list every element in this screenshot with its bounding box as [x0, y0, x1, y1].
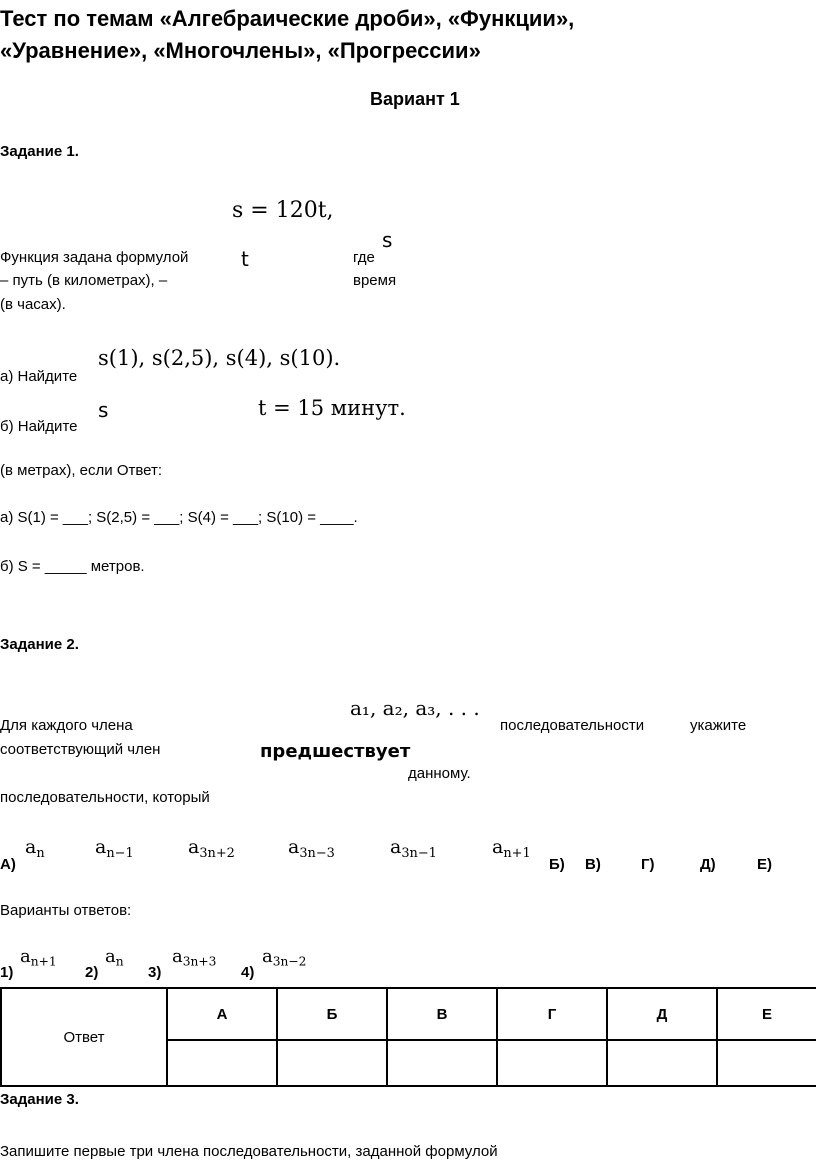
- answer-cell-e[interactable]: [717, 1040, 816, 1086]
- letter-g: Г): [641, 856, 655, 873]
- answer-row-label: Ответ: [1, 988, 167, 1086]
- task1-var-t: t: [241, 247, 249, 271]
- answer-header-e: Е: [717, 988, 816, 1040]
- task1-qa-label: а) Найдите: [0, 368, 78, 385]
- option-4: $a_{3n-2}$: [262, 946, 307, 969]
- variant-heading: Вариант 1: [370, 89, 460, 109]
- title-line-2: «Уравнение», «Многочлены», «Прогрессии»: [0, 38, 481, 63]
- task1-answer-b: б) S = _____ метров.: [0, 558, 145, 575]
- task2-sequence: a₁, a₂, a₃, . . .: [350, 696, 480, 720]
- task1-answer-a: а) S(1) = ___; S(2,5) = ___; S(4) = ___; S(10) = ____.: [0, 509, 358, 526]
- task2-heading: Задание 2.: [0, 636, 79, 653]
- option-2: $a_n$: [105, 946, 124, 969]
- task3-text: Запишите первые три члена последовательности, заданной формулой: [0, 1143, 498, 1160]
- task2-line3: последовательности, который: [0, 789, 210, 806]
- option-num-1: 1): [0, 964, 14, 981]
- term-a: $a_n$: [25, 836, 45, 861]
- task3-heading: Задание 3.: [0, 1091, 79, 1108]
- term-b: $a_{n-1}$: [95, 836, 134, 861]
- answer-header-a: А: [167, 988, 277, 1040]
- task1-line3-text: (в часах).: [0, 296, 66, 313]
- letter-d: Д): [700, 856, 716, 873]
- option-num-4: 4): [241, 964, 255, 981]
- letter-b: Б): [549, 856, 565, 873]
- answer-table: [0, 987, 816, 1087]
- term-e: $a_{3n-1}$: [390, 836, 437, 861]
- answer-header-g: Г: [497, 988, 607, 1040]
- variants-label: Варианты ответов:: [0, 902, 132, 919]
- term-c: $a_{3n+2}$: [188, 836, 235, 861]
- answer-cell-d[interactable]: [607, 1040, 717, 1086]
- task1-heading: Задание 1.: [0, 143, 79, 160]
- task2-line2-c: данному.: [408, 765, 471, 782]
- task1-qb-line2: (в метрах), если Ответ:: [0, 462, 163, 479]
- answer-cell-b[interactable]: [277, 1040, 387, 1086]
- task1-qb-label: б) Найдите: [0, 418, 78, 435]
- option-num-3: 3): [148, 964, 162, 981]
- letter-v: В): [585, 856, 601, 873]
- answer-cell-v[interactable]: [387, 1040, 497, 1086]
- task1-formula: s = 120t,: [232, 198, 334, 223]
- task1-qa-math: s(1), s(2,5), s(4), s(10).: [98, 346, 341, 370]
- term-d: $a_{3n-3}$: [288, 836, 335, 861]
- task1-var-s: s: [382, 228, 393, 252]
- task1-line2-text: – путь (в километрах), –: [0, 272, 168, 289]
- task2-line1-c: укажите: [690, 717, 747, 734]
- option-3: $a_{3n+3}$: [172, 946, 217, 969]
- task1-line2-time: время: [353, 272, 397, 289]
- title-line-1: Тест по темам «Алгебраические дроби», «Функции»,: [0, 6, 575, 31]
- answer-header-b: Б: [277, 988, 387, 1040]
- task2-precedes: предшествует: [260, 741, 411, 762]
- answer-header-d: Д: [607, 988, 717, 1040]
- letter-e: Е): [757, 856, 772, 873]
- task1-line1-text: Функция задана формулой: [0, 249, 189, 266]
- task1-qb-math: t = 15 минут.: [258, 396, 406, 420]
- answer-cell-a[interactable]: [167, 1040, 277, 1086]
- answer-cell-g[interactable]: [497, 1040, 607, 1086]
- term-f: $a_{n+1}$: [492, 836, 531, 861]
- task2-line1-b: последовательности: [500, 717, 645, 734]
- letter-a: А): [0, 856, 16, 873]
- answer-header-v: В: [387, 988, 497, 1040]
- option-1: $a_{n+1}$: [20, 946, 57, 969]
- option-num-2: 2): [85, 964, 99, 981]
- task2-line1-a: Для каждого члена: [0, 717, 133, 734]
- task2-line2-a: соответствующий член: [0, 741, 161, 758]
- task1-qb-var: s: [98, 398, 109, 422]
- task1-line1-where: где: [353, 249, 375, 266]
